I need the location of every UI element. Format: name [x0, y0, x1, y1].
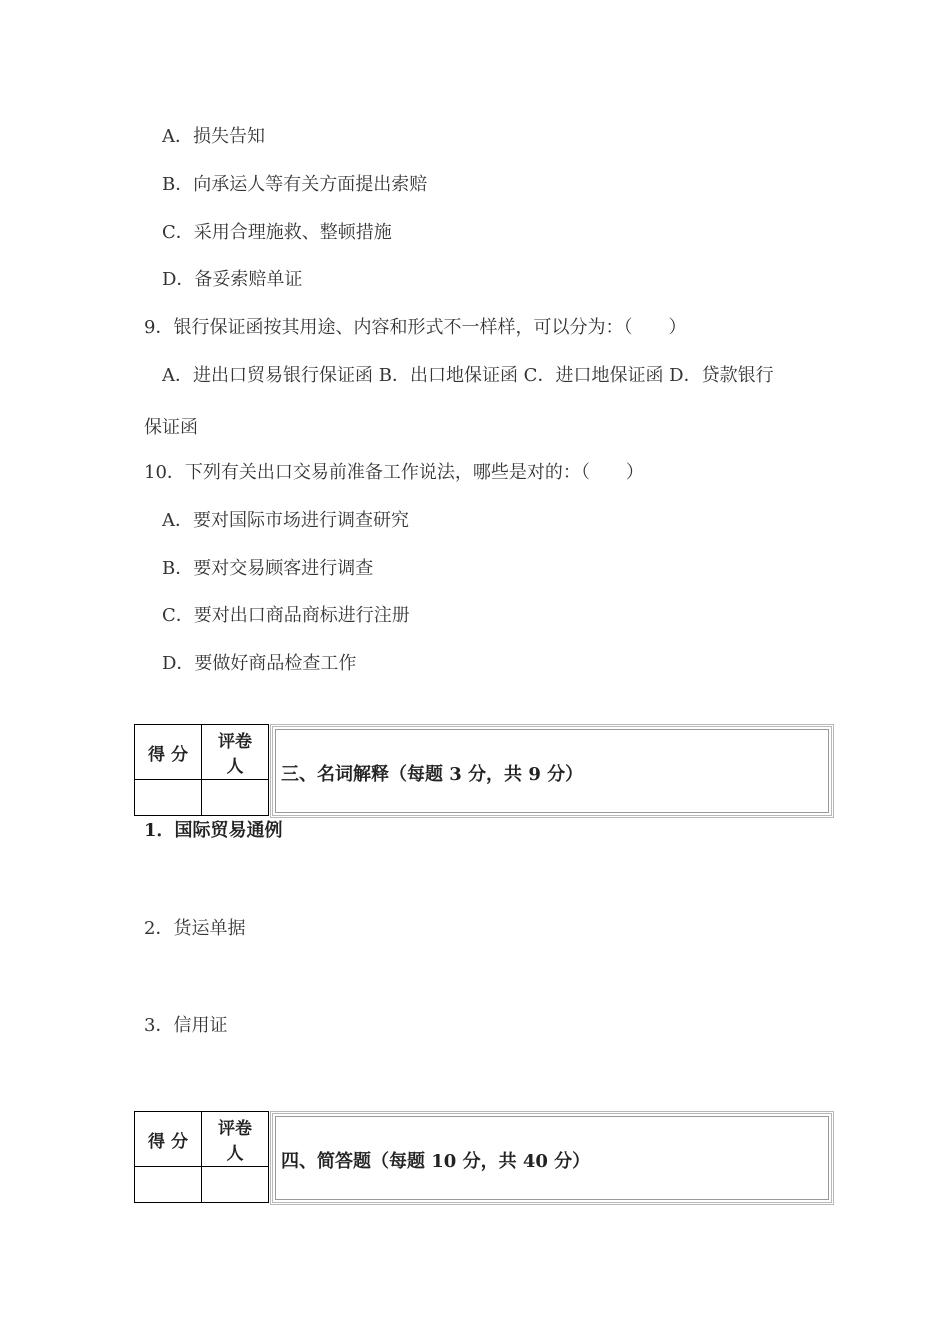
score-label: 得 分	[135, 1112, 202, 1167]
q10-option-d: D．要做好商品检查工作	[162, 653, 357, 674]
grader-cell[interactable]	[202, 1167, 269, 1203]
grader-label-line1: 评卷	[218, 732, 252, 752]
section4-header	[134, 1111, 830, 1203]
section3-title: 三、名词解释（每题 3 分，共 9 分）	[281, 764, 584, 785]
q9-options-wrap: 保证函	[144, 417, 198, 438]
q9-options: A．进出口贸易银行保证函 B．出口地保证函 C．进口地保证函 D．贷款银行	[162, 365, 774, 386]
term-item-1: 1．国际贸易通例	[144, 820, 283, 841]
section3-title-frame	[270, 724, 834, 818]
section4-title: 四、简答题（每题 10 分，共 40 分）	[281, 1151, 591, 1172]
term-item-3: 3．信用证	[144, 1015, 228, 1036]
q9-stem: 9．银行保证函按其用途、内容和形式不一样样，可以分为：（ ）	[144, 317, 687, 338]
section3-header	[134, 724, 830, 816]
q8-option-c: C．采用合理施救、整顿措施	[162, 222, 392, 243]
q8-option-a: A．损失告知	[162, 126, 265, 147]
score-cell[interactable]	[135, 1167, 202, 1203]
q10-option-a: A．要对国际市场进行调查研究	[162, 510, 409, 531]
score-label: 得 分	[135, 725, 202, 780]
grader-label-line1: 评卷	[218, 1119, 252, 1139]
q10-option-c: C．要对出口商品商标进行注册	[162, 605, 410, 626]
grader-label-line2: 人	[226, 1144, 244, 1164]
q10-option-b: B．要对交易顾客进行调查	[162, 558, 374, 579]
term-item-2: 2．货运单据	[144, 918, 246, 939]
grader-cell[interactable]	[202, 780, 269, 816]
section4-title-frame	[270, 1111, 834, 1205]
grader-label-line2: 人	[226, 757, 244, 777]
section4-score-table	[134, 1111, 269, 1203]
q8-option-b: B．向承运人等有关方面提出索赔	[162, 174, 428, 195]
q8-option-d: D．备妥索赔单证	[162, 269, 303, 290]
grader-label	[202, 725, 269, 780]
section3-score-table	[134, 724, 269, 816]
q10-stem: 10．下列有关出口交易前准备工作说法，哪些是对的：（ ）	[144, 462, 644, 483]
grader-label	[202, 1112, 269, 1167]
score-cell[interactable]	[135, 780, 202, 816]
